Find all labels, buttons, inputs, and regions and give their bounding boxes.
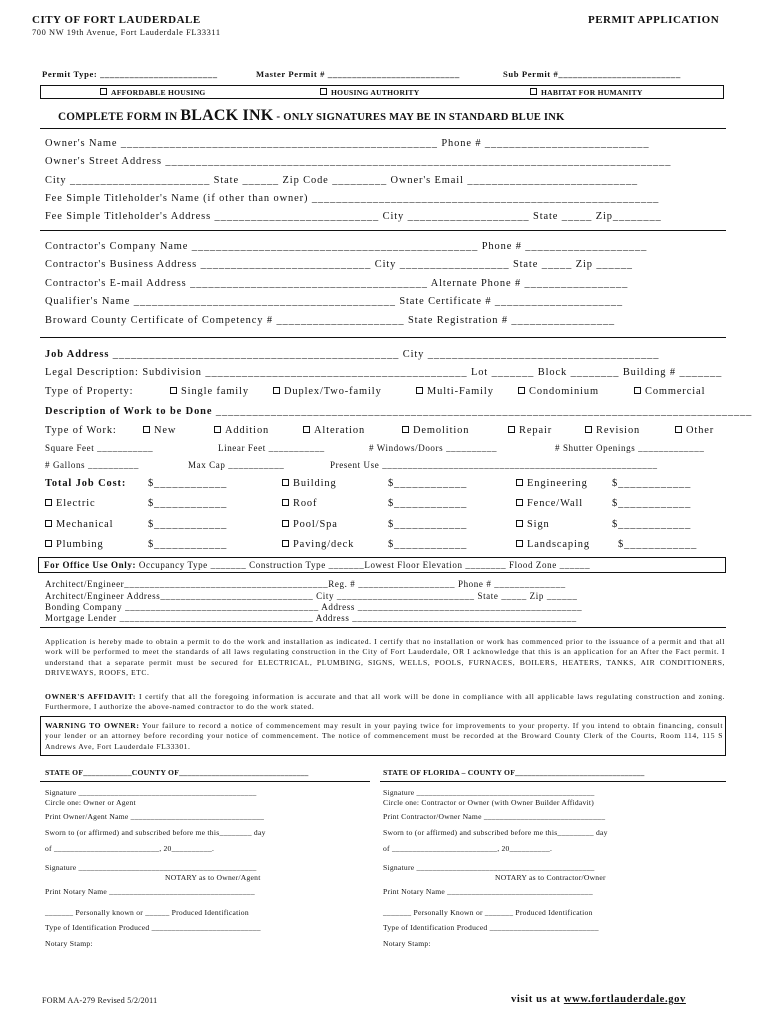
owner-id-type-field[interactable]: Type of Identification Produced ___________________________ [45,923,261,932]
work-type-demolition[interactable] [402,426,469,436]
contractor-signature-field[interactable]: Signature ____________________________________________ [383,788,595,797]
owner-affidavit [45,692,725,713]
cost-plumbing-label [45,540,104,550]
cost-building-label [282,479,337,489]
divider [40,627,726,628]
mortgage-lender-field[interactable]: Mortgage Lender ______________________________________ Address ____________________________________________ [45,613,577,623]
checkbox-icon [518,387,525,394]
office-use-label: For Office Use Only: [44,560,137,570]
banner-dash: - [273,111,284,123]
option-label: Sign [527,519,550,530]
qualifier-name-field[interactable]: Qualifier's Name ___________________________________________ State Certificate # _____________________ [45,296,623,307]
website-link[interactable]: www.fortlauderdale.gov [563,994,686,1005]
option-label: Condominium [529,386,599,397]
warning-label: WARNING TO OWNER: [45,721,140,730]
checkbox-icon[interactable] [282,520,289,527]
document-title: PERMIT APPLICATION [588,14,720,26]
cost-engineering-label [516,479,588,489]
warning-to-owner [45,721,723,752]
work-type-repair[interactable] [508,426,552,436]
option-label: Revision [596,425,641,436]
city-title: CITY OF FORT LAUDERDALE [32,14,201,26]
office-use-row [44,561,590,570]
job-address-field[interactable] [45,350,659,360]
notary-right-state[interactable]: STATE OF FLORIDA – COUNTY OF________________________________ [383,768,645,777]
checkbox-icon[interactable] [516,540,523,547]
checkbox-icon [585,426,592,433]
work-description-blanks: ________________________________________________________________________________________ [212,406,753,417]
option-label: Commercial [645,386,706,397]
affidavit-label: OWNER'S AFFIDAVIT: [45,692,137,701]
banner-black-ink: BLACK INK [180,107,274,124]
cost-fence-wall-field[interactable]: $____________ [612,498,692,509]
cost-mechanical-label [45,520,113,530]
option-label: Addition [225,425,270,436]
application-text: Application is hereby made to obtain a permit to do the work and installation as indicated. I certify that no installation or work has commenced prior to the issuance of a permit and that all work will be performed to meet the standards of all laws regulating construction in the City of Fort Lauderdale, OR I acknowledge that this is an application for an After the Fact permit. I understand that a separate permit must be secured for ELECTRICAL, PLUMBING, SIGNS, WELLS, POOLS, FURNACES, BOILERS, HEATERS, TANKS, AIR CONDITIONERS, DRIVEWAYS, ROOFS, ETC. [45,637,725,678]
work-type-revision[interactable] [585,426,640,436]
checkbox-affordable-housing[interactable] [100,88,206,97]
work-type-new[interactable] [143,426,176,436]
job-address-blanks: _______________________________________________ City ______________________________________ [109,349,660,360]
option-label: New [154,425,177,436]
work-type-alteration[interactable] [303,426,365,436]
cost-fence-wall-label [516,499,583,509]
sub-permit-field[interactable]: Sub Permit #_________________________ [503,69,681,79]
form-revision: FORM AA-279 Revised 5/2/2011 [42,996,158,1005]
checkbox-icon [675,426,682,433]
option-label: Alteration [314,425,366,436]
checkbox-icon [320,88,327,95]
banner-part-1: COMPLETE FORM IN [58,111,181,123]
checkbox-icon[interactable] [282,479,289,486]
owner-sworn-field[interactable]: Sworn to (or affirmed) and subscribed before me this________ day [45,828,266,837]
cost-electric-field[interactable]: $____________ [148,498,228,509]
contractor-notary-role: NOTARY as to Contractor/Owner [495,873,606,882]
owner-notary-print-name-field[interactable]: Print Notary Name ____________________________________ [45,887,255,896]
work-type-other[interactable] [675,426,714,436]
total-job-cost-field[interactable]: $____________ [148,478,228,489]
job-address-label: Job Address [45,349,110,360]
property-type-duplex[interactable] [273,387,382,397]
option-label: Engineering [527,478,588,489]
contractor-email-field[interactable]: Contractor's E-mail Address _______________________________________ Alternate Phone # _________________ [45,278,629,289]
legal-description-field[interactable]: Legal Description: Subdivision ___________________________________________ Lot _______ Block ________ Building # _______ [45,367,723,378]
cost-engineering-field[interactable]: $____________ [612,478,692,489]
property-type-condominium[interactable] [518,387,599,397]
checkbox-icon [100,88,107,95]
bonding-company-field[interactable]: Bonding Company ______________________________________ Address ____________________________________________ [45,602,583,612]
city-address: 700 NW 19th Avenue, Fort Lauderdale FL33311 [32,28,221,37]
fee-titleholder-name-field[interactable]: Fee Simple Titleholder's Name (if other than owner) _________________________________________________________ [45,193,660,204]
checkbox-icon[interactable] [45,499,52,506]
cost-mechanical-field[interactable]: $____________ [148,519,228,530]
owner-print-name-field[interactable]: Print Owner/Agent Name _________________________________ [45,812,265,821]
contractor-sworn-date-field[interactable]: of __________________________, 20__________. [383,844,553,853]
owner-identification-field[interactable]: _______ Personally known or ______ Produced Identification [45,908,249,917]
checkbox-label: HOUSING AUTHORITY [331,88,420,97]
footer-visit-label: visit us at [511,994,564,1005]
square-feet-field[interactable]: Square Feet ___________ [45,443,154,453]
cost-landscaping-field[interactable]: $____________ [618,539,698,550]
contractor-notary-stamp: Notary Stamp: [383,939,431,948]
divider [40,230,726,231]
owner-notary-signature-field[interactable]: Signature ____________________________________________ [45,863,257,872]
notary-left-state[interactable]: STATE OF____________COUNTY OF________________________________ [45,768,309,777]
checkbox-icon [303,426,310,433]
checkbox-icon[interactable] [282,540,289,547]
option-label: Paving/deck [293,539,355,550]
property-type-multi-family[interactable] [416,387,494,397]
cost-paving-deck-label [282,540,354,550]
checkbox-icon [416,387,423,394]
checkbox-icon [530,88,537,95]
checkbox-housing-authority[interactable] [320,88,419,97]
contractor-business-address-field[interactable]: Contractor's Business Address ____________________________ City __________________ State _____ Zip ______ [45,259,633,270]
cost-landscaping-label [516,540,590,550]
contractor-company-field[interactable]: Contractor's Company Name _______________________________________________ Phone # ____________________ [45,241,648,252]
option-label: Duplex/Two-family [284,386,382,397]
option-label: Building [293,478,337,489]
checkbox-icon [273,387,280,394]
checkbox-icon[interactable] [45,540,52,547]
owner-sworn-date-field[interactable]: of __________________________, 20__________. [45,844,215,853]
property-type-single-family[interactable] [170,387,249,397]
work-type-addition[interactable] [214,426,269,436]
option-label: Demolition [413,425,470,436]
windows-doors-field[interactable]: # Windows/Doors __________ [369,443,498,453]
divider [40,337,726,338]
checkbox-icon [402,426,409,433]
option-label: Pool/Spa [293,519,338,530]
checkbox-icon [508,426,515,433]
divider [380,781,726,782]
option-label: Multi-Family [427,386,494,397]
cost-sign-label [516,520,550,530]
property-type-label: Type of Property: [45,386,134,397]
contractor-print-name-field[interactable]: Print Contractor/Owner Name ______________________________ [383,812,606,821]
black-ink-banner [58,108,565,124]
checkbox-icon [634,387,641,394]
linear-feet-field[interactable]: Linear Feet ___________ [218,443,325,453]
architect-field[interactable]: Architect/Engineer________________________________________Reg. # ___________________ Phone # ______________ [45,579,566,589]
contractor-identification-field[interactable]: _______ Personally Known or _______ Produced Identification [383,908,593,917]
checkbox-label: HABITAT FOR HUMANITY [541,88,643,97]
option-label: Repair [519,425,553,436]
work-description-label: Description of Work to be Done [45,406,213,417]
checkbox-label: AFFORDABLE HOUSING [111,88,206,97]
owner-name-field[interactable]: Owner's Name ____________________________________________________ Phone # ___________________________ [45,138,650,149]
checkbox-icon[interactable] [516,479,523,486]
cost-paving-deck-field[interactable]: $____________ [388,539,468,550]
cost-sign-field[interactable]: $____________ [612,519,692,530]
broward-certificate-field[interactable]: Broward County Certificate of Competency # _____________________ State Registration # _________________ [45,315,616,326]
checkbox-habitat-for-humanity[interactable] [530,88,643,97]
option-label: Landscaping [527,539,590,550]
application-statement [45,637,725,679]
footer-visit [511,995,686,1006]
work-type-label: Type of Work: [45,425,117,436]
contractor-notary-signature-field[interactable]: Signature ____________________________________________ [383,863,595,872]
checkbox-icon[interactable] [516,499,523,506]
option-label: Plumbing [56,539,104,550]
cost-pool-spa-field[interactable]: $____________ [388,519,468,530]
checkbox-icon [143,426,150,433]
warning-text: Your failure to record a notice of commencement may result in your paying twice for improvements to your property. If you intend to obtain financing, consult your lender or an attorney before recording your notice of commencement. The notice of commencement must be recorded at the Broward County Clerk of the Courts, Room 114, 115 S Andrews Ave, Fort Lauderdale FL33301. [45,721,723,751]
banner-part-4: ONLY SIGNATURES MAY BE IN STANDARD BLUE INK [283,112,565,123]
contractor-id-type-field[interactable]: Type of Identification Produced ___________________________ [383,923,599,932]
master-permit-field[interactable]: Master Permit # ___________________________ [256,69,460,79]
checkbox-icon[interactable] [282,499,289,506]
divider [40,128,726,129]
option-label: Electric [56,498,96,509]
option-label: Mechanical [56,519,114,530]
max-cap-field[interactable]: Max Cap ___________ [188,460,285,470]
owner-street-field[interactable]: Owner's Street Address ___________________________________________________________________________________ [45,156,672,167]
contractor-sworn-field[interactable]: Sworn to (or affirmed) and subscribed before me this_________ day [383,828,608,837]
owner-notary-stamp: Notary Stamp: [45,939,93,948]
option-label: Single family [181,386,249,397]
owner-notary-role: NOTARY as to Owner/Agent [165,873,261,882]
present-use-field[interactable]: Present Use ______________________________________________________ [330,460,658,470]
architect-address-field[interactable]: Architect/Engineer Address______________________________ City ___________________________ State _____ Zip ______ [45,591,578,601]
owner-signature-field[interactable]: Signature ____________________________________________ [45,788,257,797]
gallons-field[interactable]: # Gallons __________ [45,460,139,470]
affidavit-text: I certify that all the foregoing information is accurate and that all work will be done in compliance with all applicable laws regulating construction and zoning. Furthermore, I authorize the above-named contractor to do the work stated. [45,692,725,712]
option-label: Roof [293,498,318,509]
work-description-field[interactable] [45,407,752,417]
cost-building-field[interactable]: $____________ [388,478,468,489]
owner-circle-one[interactable]: Circle one: Owner or Agent [45,798,136,807]
cost-electric-label [45,499,96,509]
cost-roof-label [282,499,317,509]
property-type-commercial[interactable] [634,387,705,397]
cost-pool-spa-label [282,520,338,530]
option-label: Fence/Wall [527,498,584,509]
checkbox-icon [214,426,221,433]
permit-type-field[interactable]: Permit Type: ________________________ [42,69,218,79]
cost-roof-field[interactable]: $____________ [388,498,468,509]
contractor-circle-one[interactable]: Circle one: Contractor or Owner (with Owner Builder Affidavit) [383,798,595,807]
shutter-openings-field[interactable]: # Shutter Openings _____________ [555,443,705,453]
total-job-cost-label: Total Job Cost: [45,478,127,489]
option-label: Other [686,425,715,436]
divider [40,781,370,782]
checkbox-icon[interactable] [516,520,523,527]
cost-plumbing-field[interactable]: $____________ [148,539,228,550]
contractor-notary-print-name-field[interactable]: Print Notary Name ____________________________________ [383,887,593,896]
office-use-fields: Occupancy Type _______ Construction Type _______Lowest Floor Elevation ________ Flood Zone ______ [136,560,591,570]
checkbox-icon[interactable] [45,520,52,527]
checkbox-icon [170,387,177,394]
fee-titleholder-address-field[interactable]: Fee Simple Titleholder's Address ___________________________ City ____________________ State _____ Zip________ [45,211,662,222]
owner-city-field[interactable]: City _______________________ State ______ Zip Code _________ Owner's Email ____________________________ [45,175,639,186]
